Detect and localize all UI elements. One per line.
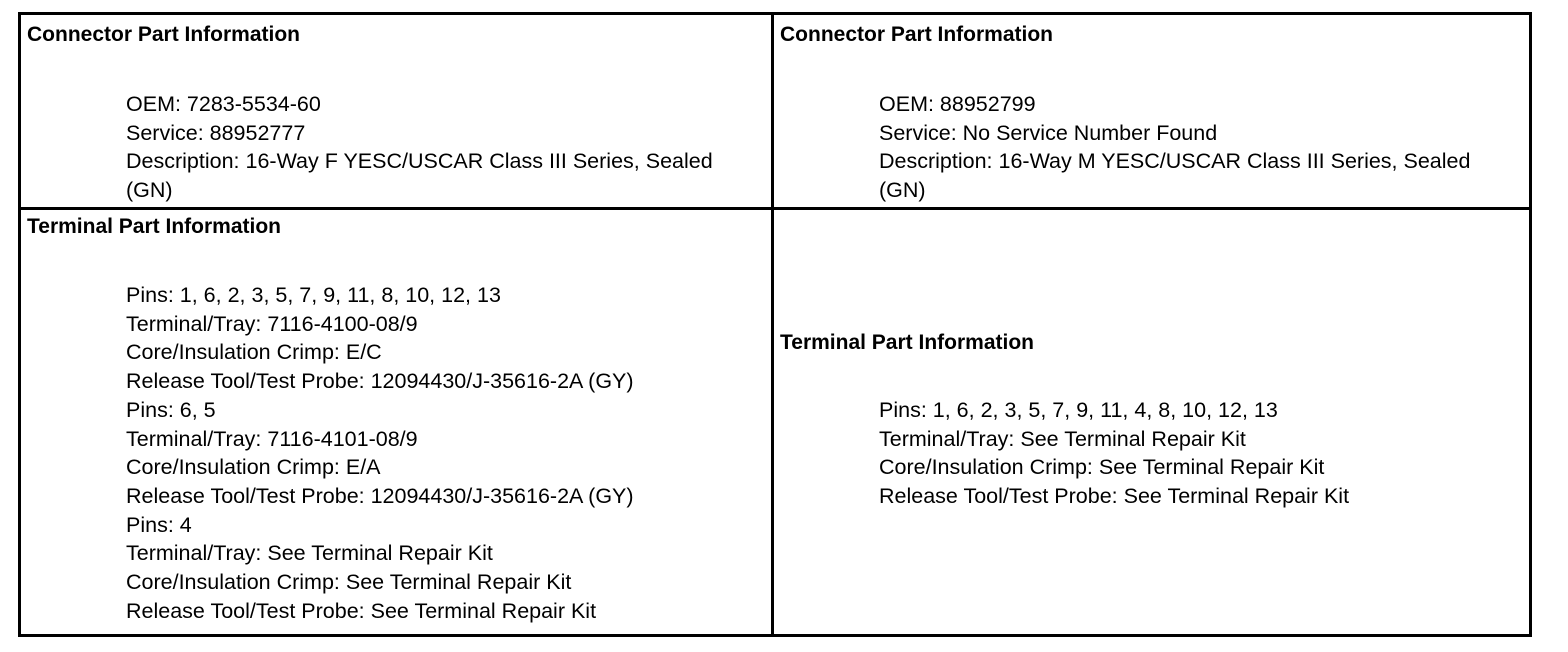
- left-connector-oem: OEM: 7283-5534-60: [126, 92, 321, 116]
- left-terminal-line: Pins: 4: [126, 512, 192, 537]
- right-terminal-heading: Terminal Part Information: [780, 331, 1034, 354]
- right-terminal-cell: [774, 210, 1529, 634]
- left-terminal-line: Terminal/Tray: 7116-4101-08/9: [126, 426, 418, 451]
- right-terminal-line: Terminal/Tray: See Terminal Repair Kit: [879, 426, 1246, 451]
- left-terminal-line: Terminal/Tray: See Terminal Repair Kit: [126, 541, 493, 566]
- left-connector-details: [126, 90, 736, 205]
- right-connector-service: Service: No Service Number Found: [879, 120, 1218, 145]
- left-terminal-cell: [21, 210, 774, 634]
- right-terminal-line: Core/Insulation Crimp: See Terminal Repair Kit: [879, 455, 1325, 480]
- left-connector-description: Description: 16-Way F YESC/USCAR Class III Series, Sealed (GN): [126, 149, 713, 203]
- right-connector-description: Description: 16-Way M YESC/USCAR Class III Series, Sealed (GN): [879, 149, 1471, 203]
- right-terminal-line: Pins: 1, 6, 2, 3, 5, 7, 9, 11, 4, 8, 10, 12, 13: [879, 398, 1278, 422]
- left-terminal-line: Core/Insulation Crimp: E/A: [126, 455, 381, 480]
- right-connector-oem: OEM: 88952799: [879, 92, 1036, 116]
- left-terminal-line: Release Tool/Test Probe: 12094430/J-35616-2A (GY): [126, 369, 634, 394]
- left-terminal-line: Core/Insulation Crimp: See Terminal Repair Kit: [126, 570, 572, 595]
- left-terminal-details: [126, 281, 736, 625]
- right-terminal-details: [879, 396, 1489, 511]
- right-connector-heading: Connector Part Information: [780, 23, 1054, 46]
- left-terminal-line: Release Tool/Test Probe: 12094430/J-35616-2A (GY): [126, 483, 634, 508]
- left-terminal-line: Core/Insulation Crimp: E/C: [126, 340, 382, 365]
- left-terminal-line: Release Tool/Test Probe: See Terminal Repair Kit: [126, 598, 597, 623]
- left-connector-service: Service: 88952777: [126, 120, 306, 145]
- left-connector-cell: [21, 15, 774, 210]
- right-connector-details: [879, 90, 1489, 205]
- left-connector-heading: Connector Part Information: [27, 23, 301, 46]
- left-terminal-line: Pins: 1, 6, 2, 3, 5, 7, 9, 11, 8, 10, 12, 13: [126, 283, 501, 307]
- left-terminal-line: Pins: 6, 5: [126, 397, 216, 422]
- right-terminal-line: Release Tool/Test Probe: See Terminal Repair Kit: [879, 484, 1350, 509]
- connector-info-table: [18, 12, 1532, 637]
- left-terminal-heading: Terminal Part Information: [27, 215, 281, 238]
- right-connector-cell: [774, 15, 1529, 210]
- left-terminal-line: Terminal/Tray: 7116-4100-08/9: [126, 311, 418, 336]
